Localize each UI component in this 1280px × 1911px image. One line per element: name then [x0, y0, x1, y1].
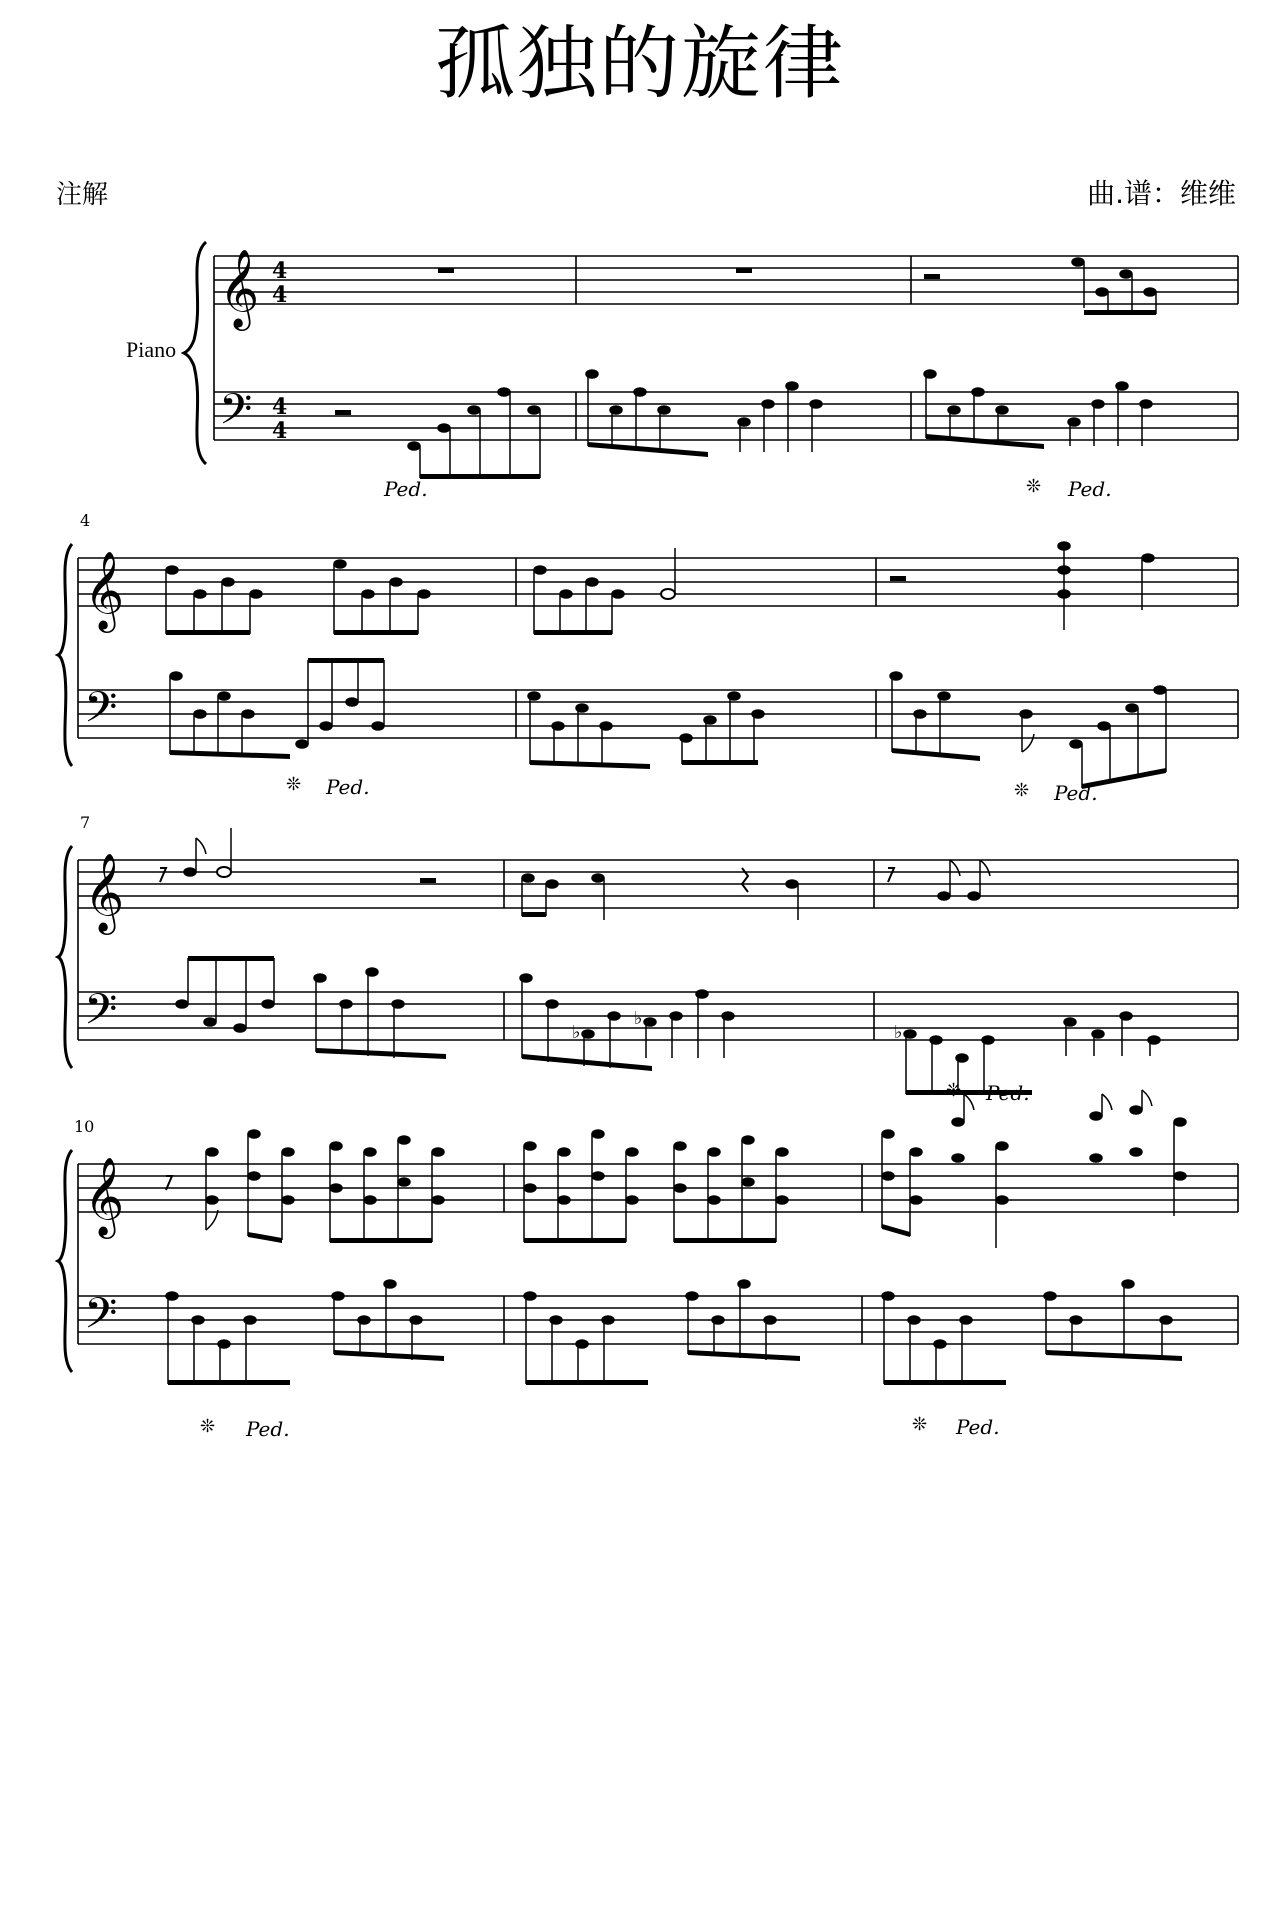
pedal-mark: Ped. [1054, 781, 1098, 805]
system-4 [58, 1090, 1238, 1441]
annotation-label: 注解 [56, 180, 109, 210]
measure-number: 10 [74, 1117, 95, 1136]
system-2 [58, 511, 1238, 805]
grand-staff-brace [58, 1150, 72, 1372]
pedal-release: ❊ [1026, 476, 1042, 497]
bass-clef: 𝄢 [84, 683, 118, 743]
svg-text:♭: ♭ [634, 1008, 643, 1029]
notes [408, 258, 1156, 479]
pedal-mark: Ped. [986, 1081, 1030, 1105]
pedal-release: ❊ [1014, 780, 1030, 801]
grand-staff-brace [58, 544, 72, 766]
pedal-release: ❊ [912, 1414, 928, 1435]
bass-clef: 𝄢 [219, 385, 253, 445]
svg-text:♭: ♭ [572, 1022, 581, 1043]
system-3 [58, 813, 1238, 1105]
notes [166, 542, 1166, 789]
pedal-mark: Ped. [384, 477, 428, 501]
bass-clef: 𝄢 [84, 985, 118, 1045]
measure-number: 4 [80, 511, 91, 530]
time-sig-treble-bottom: 4 [272, 282, 288, 308]
pedal-mark: Ped. [1068, 477, 1112, 501]
grand-staff-brace [184, 242, 206, 464]
time-sig-bass-bottom: 4 [272, 418, 288, 444]
notes [176, 828, 1160, 1095]
time-sig-bass-top: 4 [272, 394, 288, 420]
treble-clef: 𝄞 [84, 551, 125, 630]
barlines [78, 860, 1238, 1040]
treble-staff [78, 860, 1238, 908]
pedal-release: ❊ [200, 1416, 216, 1437]
notes [166, 1090, 1186, 1385]
score-title: 孤独的旋律 [435, 17, 845, 110]
instrument-label: Piano [126, 337, 177, 362]
treble-clef: 𝄞 [84, 1157, 125, 1236]
composer-credit: 曲.谱：维维 [1087, 177, 1236, 210]
treble-clef: 𝄞 [84, 853, 125, 932]
grand-staff-brace [58, 846, 72, 1068]
pedal-mark: Ped. [246, 1417, 290, 1441]
bass-staff [78, 992, 1238, 1040]
pedal-mark: Ped. [326, 775, 370, 799]
pedal-release: ❊ [946, 1080, 962, 1101]
bass-clef: 𝄢 [84, 1289, 118, 1349]
measure-number: 7 [80, 813, 91, 832]
treble-staff [78, 1164, 1238, 1212]
time-sig-treble-top: 4 [272, 258, 288, 284]
svg-text:♭: ♭ [894, 1022, 903, 1043]
treble-clef: 𝄞 [219, 249, 260, 328]
system-1 [126, 242, 1238, 501]
bass-staff [214, 392, 1238, 440]
pedal-mark: Ped. [956, 1415, 1000, 1439]
pedal-release: ❊ [286, 774, 302, 795]
